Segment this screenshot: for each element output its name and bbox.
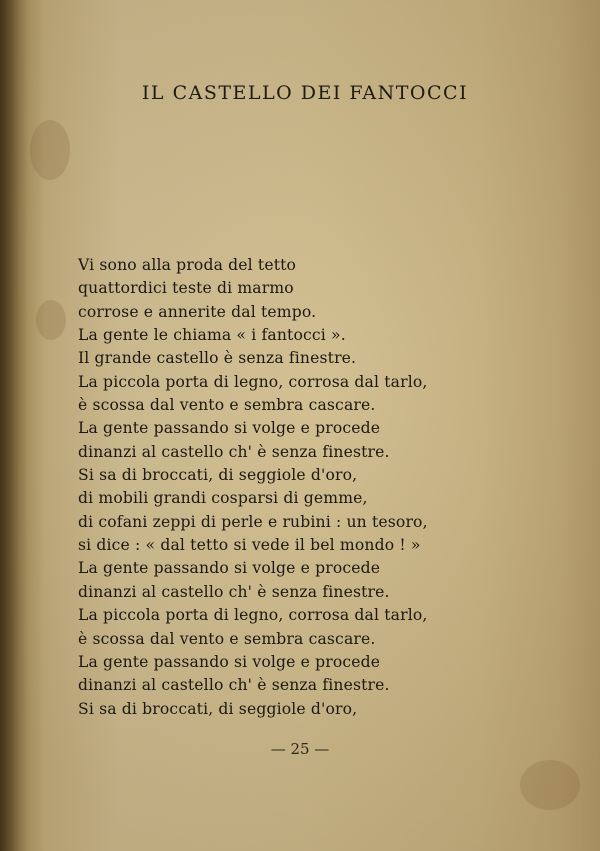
poem-line: Il grande castello è senza finestre. — [78, 349, 357, 368]
poem-line: quattordici teste di marmo — [78, 279, 294, 298]
poem-line: dinanzi al castello ch' è senza finestre. — [78, 582, 390, 601]
poem-line: si dice : « dal tetto si vede il bel mondo ! » — [78, 536, 421, 555]
foxing-stain — [520, 760, 580, 810]
poem-body — [78, 254, 578, 721]
poem-line: Si sa di broccati, di seggiole d'oro, — [78, 466, 358, 485]
poem-line: La piccola porta di legno, corrosa dal tarlo, — [78, 372, 428, 391]
poem-line: di cofani zeppi di perle e rubini : un tesoro, — [78, 512, 428, 531]
poem-line: corrose e annerite dal tempo. — [78, 302, 317, 321]
poem-line: Vi sono alla proda del tetto — [78, 256, 297, 274]
poem-line: La gente passando si volge e procede — [78, 559, 381, 578]
page-title: IL CASTELLO DEI FANTOCCI — [141, 82, 469, 104]
poem-line: La gente passando si volge e procede — [78, 652, 381, 671]
poem-line: dinanzi al castello ch' è senza finestre. — [78, 442, 390, 461]
page-number: — 25 — — [270, 740, 330, 758]
poem-line: è scossa dal vento e sembra cascare. — [78, 629, 376, 648]
page-spine-shadow — [0, 0, 28, 851]
poem-line: di mobili grandi cosparsi di gemme, — [78, 489, 368, 508]
poem-line: La gente passando si volge e procede — [78, 419, 381, 438]
poem-line: è scossa dal vento e sembra cascare. — [78, 396, 376, 415]
poem-line: La piccola porta di legno, corrosa dal tarlo, — [78, 606, 428, 625]
poem-line: Si sa di broccati, di seggiole d'oro, — [78, 699, 358, 718]
poem-line: La gente le chiama « i fantocci ». — [78, 326, 346, 345]
foxing-stain — [36, 300, 66, 340]
foxing-stain — [30, 120, 70, 180]
poem-line: dinanzi al castello ch' è senza finestre. — [78, 676, 390, 695]
